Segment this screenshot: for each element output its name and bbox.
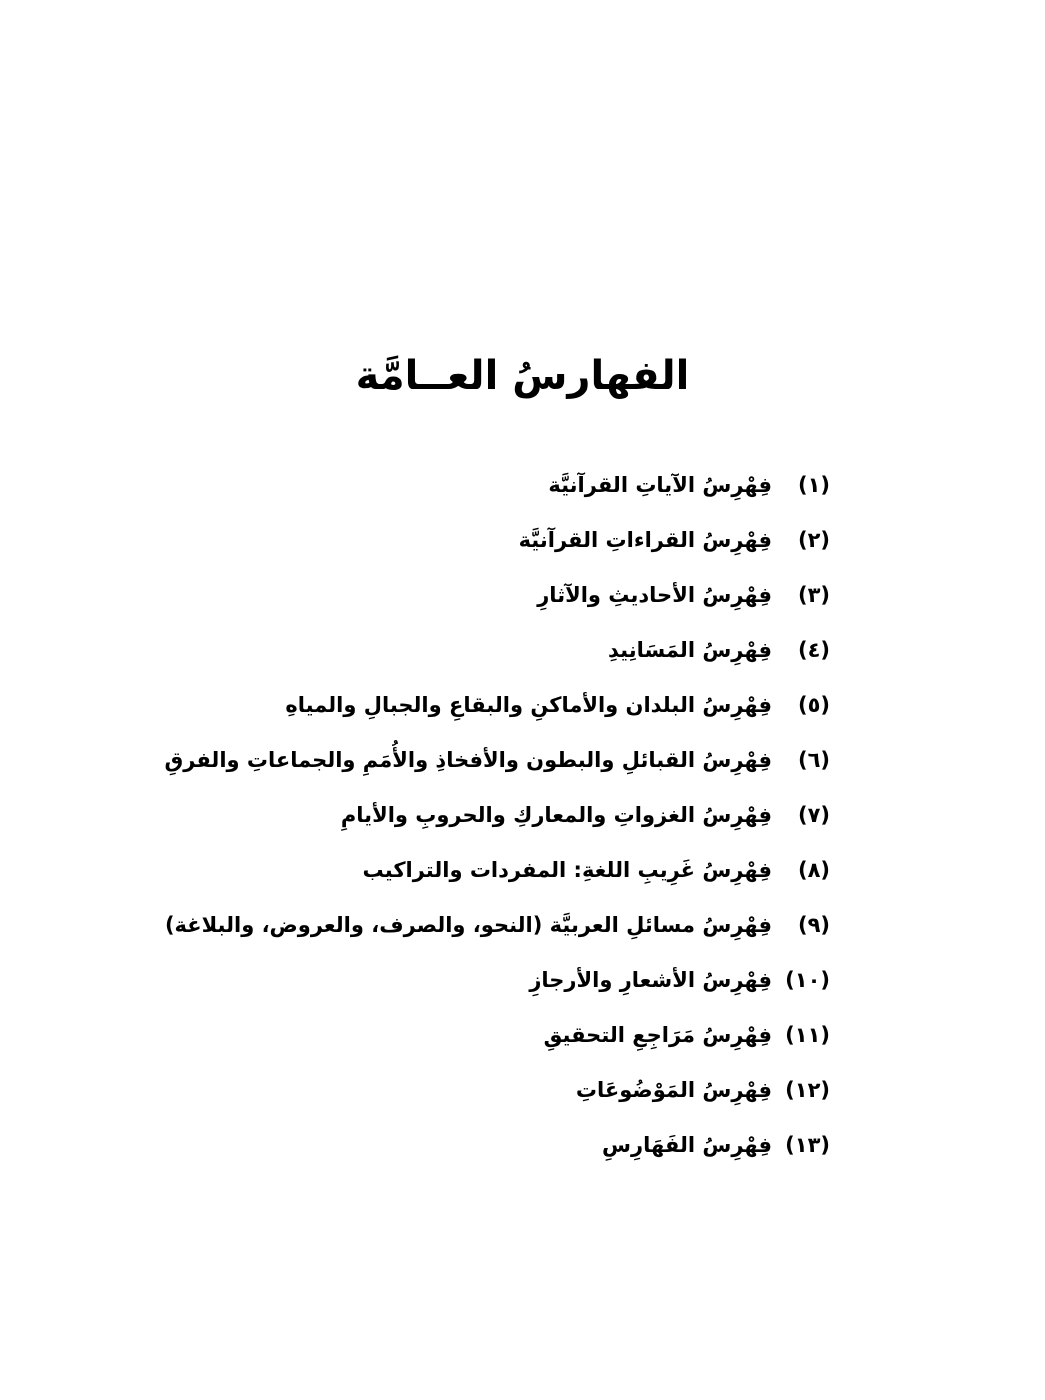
entry-title: فِهْرِسُ القبائلِ والبطون والأفخاذِ والأُمَمِ والجماعاتِ والفرقِ [164,748,772,772]
entry-number: (٣) [797,583,830,607]
index-entry-12 [140,1063,830,1118]
entry-number: (١٠) [785,968,830,992]
entry-number: (١٢) [785,1078,830,1102]
entry-title: فِهْرِسُ غَرِيبِ اللغةِ: المفردات والتراكيب [362,858,772,882]
index-entry-10 [140,953,830,1008]
entry-number: (١) [797,473,830,497]
entry-number: (٤) [797,638,830,662]
entry-title: فِهْرِسُ الآياتِ القرآنيَّة [548,473,772,497]
index-entry-3 [140,568,830,623]
index-entry-4 [140,623,830,678]
entry-title: فِهْرِسُ الفَهَارِسِ [602,1133,772,1157]
entry-number: (٧) [797,803,830,827]
index-entry-9 [140,898,830,953]
entry-title: فِهْرِسُ المَسَانِيدِ [608,638,772,662]
index-entry-11 [140,1008,830,1063]
index-entry-8 [140,843,830,898]
entry-title: فِهْرِسُ الغزواتِ والمعاركِ والحروبِ والأيامِ [340,803,772,827]
index-entry-1 [140,458,830,513]
entry-title: فِهْرِسُ الأشعارِ والأرجازِ [529,968,772,992]
entry-number: (٦) [797,748,830,772]
entry-number: (٨) [797,858,830,882]
entry-title: فِهْرِسُ المَوْضُوعَاتِ [575,1078,772,1102]
entry-title: فِهْرِسُ مَرَاجِعِ التحقيقِ [543,1023,772,1047]
index-entry-2 [140,513,830,568]
entry-number: (٥) [797,693,830,717]
entry-number: (٩) [797,913,830,937]
page-title: الفهارسُ العــامَّة [355,353,690,399]
entry-number: (١٣) [785,1133,830,1157]
entry-title: فِهْرِسُ البلدان والأماكنِ والبقاعِ والجبالِ والمياهِ [285,693,772,717]
index-entry-5 [140,678,830,733]
index-list [140,458,830,1173]
index-entry-6 [140,733,830,788]
index-entry-7 [140,788,830,843]
entry-number: (٢) [797,528,830,552]
entry-number: (١١) [785,1023,830,1047]
entry-title: فِهْرِسُ القراءاتِ القرآنيَّة [518,528,772,552]
entry-title: فِهْرِسُ الأحاديثِ والآثارِ [537,583,772,607]
index-entry-13 [140,1118,830,1173]
entry-title: فِهْرِسُ مسائلِ العربيَّة (النحو، والصرف، والعروض، والبلاغة) [164,913,772,937]
